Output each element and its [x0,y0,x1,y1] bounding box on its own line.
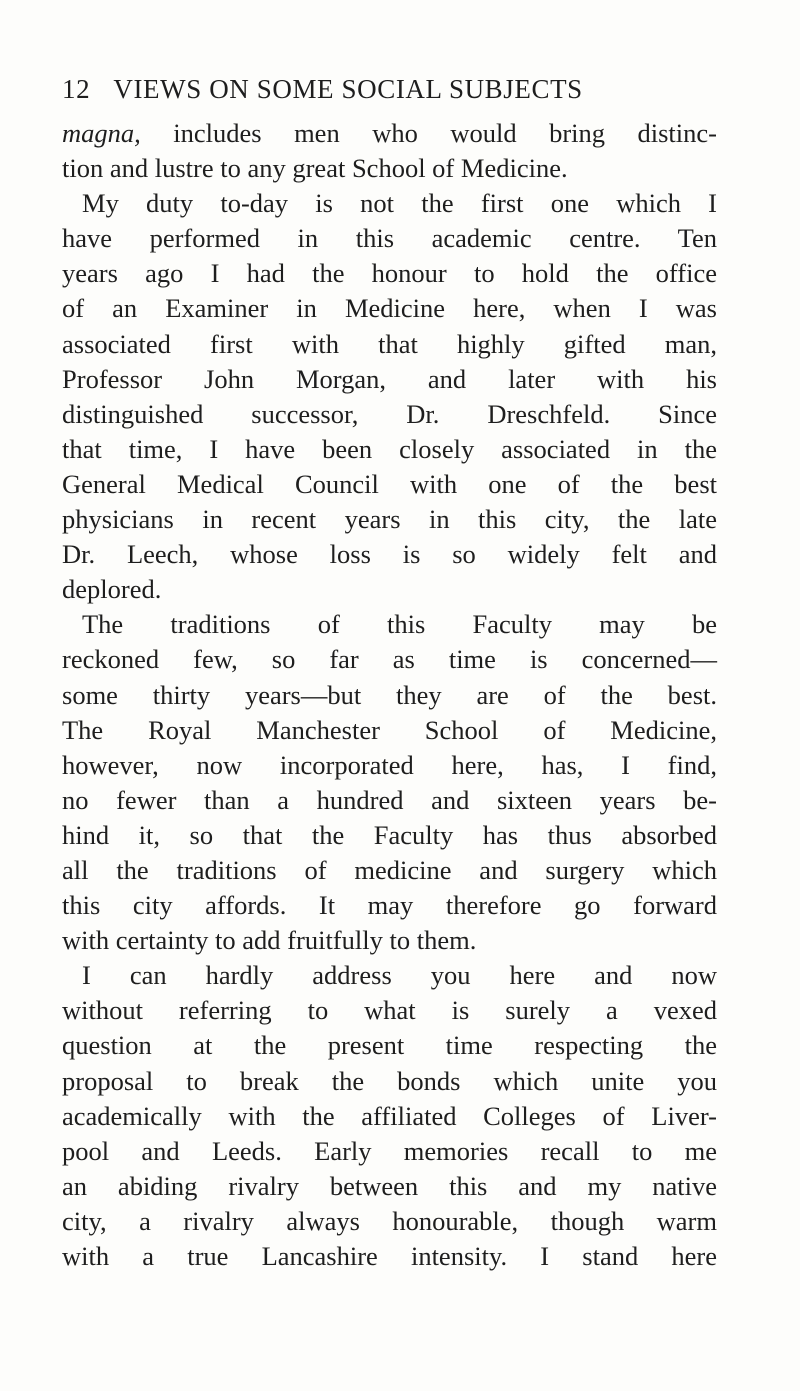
text-line: Dr. Leech, whose loss is so widely felt and [62,539,717,570]
text-line: The Royal Manchester School of Medicine, [62,714,717,745]
text-line: The traditions of this Faculty may be [82,609,717,640]
text-line: associated first with that highly gifted man, [62,328,717,359]
text-line: that time, I have been closely associated in the [62,433,717,464]
running-title: VIEWS ON SOME SOCIAL SUBJECTS [113,74,583,104]
text-line: My duty to-day is not the first one which I [82,188,717,219]
text-line: Professor John Morgan, and later with his [62,363,717,394]
text-line: some thirty years—but they are of the best. [62,679,717,710]
text-line: with certainty to add fruitfully to them. [62,925,477,956]
text-line: have performed in this academic centre. Ten [62,223,717,254]
text-line: with a true Lancashire intensity. I stand here [62,1241,717,1271]
text-line: however, now incorporated here, has, I find, [62,749,717,780]
text-line: pool and Leeds. Early memories recall to me [62,1135,717,1166]
text-line: tion and lustre to any great School of Medicine. [62,153,568,184]
italic-word: magna, [62,118,141,148]
text-line: I can hardly address you here and now [82,960,717,991]
text-line: of an Examiner in Medicine here, when I was [62,293,717,324]
text-line: question at the present time respecting the [62,1030,717,1061]
text-line: hind it, so that the Faculty has thus absorbed [62,819,717,850]
page-number: 12 [62,74,91,104]
text-line: General Medical Council with one of the best [62,468,717,499]
text-line: reckoned few, so far as time is concerned— [62,644,717,675]
text-line: an abiding rivalry between this and my native [62,1170,717,1201]
text-line: distinguished successor, Dr. Dreschfeld. Since [62,398,717,429]
text-line: this city affords. It may therefore go forward [62,890,717,921]
text-line: all the traditions of medicine and surgery which [62,854,717,885]
text-line: years ago I had the honour to hold the office [62,258,717,289]
line-text: includes men who would bring distinc- [140,118,717,148]
text-line [62,116,717,151]
text-line: without referring to what is surely a vexed [62,995,717,1026]
text-line: academically with the affiliated Colleges of Liver- [62,1100,717,1131]
text-line: deplored. [62,574,162,605]
text-line: physicians in recent years in this city, the late [62,504,717,535]
text-line: no fewer than a hundred and sixteen years be- [62,784,717,815]
running-head [62,74,662,114]
text-line: proposal to break the bonds which unite you [62,1065,717,1096]
text-line: city, a rivalry always honourable, though warm [62,1205,717,1236]
body-text [62,116,717,1274]
